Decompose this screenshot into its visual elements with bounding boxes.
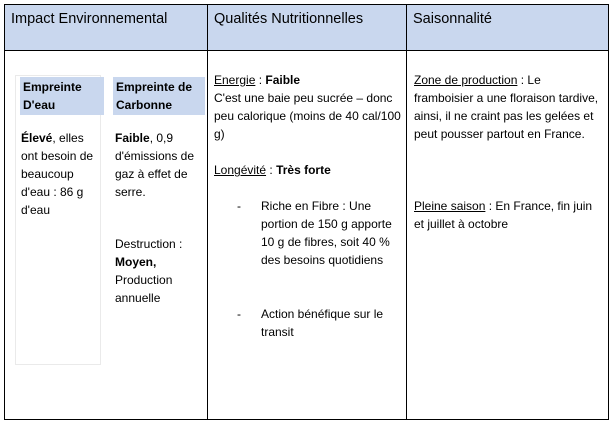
transit-bullet: Action bénéfique sur le transit	[261, 307, 384, 339]
destruction-block	[115, 235, 201, 307]
water-footprint-value: Élevé	[21, 131, 53, 145]
production-zone-text	[414, 71, 602, 143]
header-qualites-text: Qualités Nutritionnelles	[214, 11, 364, 27]
carbon-footprint-desc: , 0,9 d'émissions de gaz à effet de serre.	[115, 131, 194, 199]
energy-value: Faible	[265, 73, 301, 87]
column-divider-1	[207, 5, 208, 419]
water-footprint-cell	[15, 75, 101, 365]
longevity-line	[214, 161, 402, 179]
column-divider-2	[406, 5, 407, 419]
carbon-footprint-text	[115, 129, 201, 201]
longevity-value: Très forte	[276, 163, 331, 177]
carbon-footprint-label: Empreinte de Carbonne	[113, 77, 205, 115]
header-impact	[5, 5, 207, 51]
production-zone-desc: : Le framboisier a une floraison tardive, ainsi, il ne craint pas les gelées et peut pousser partout en France.	[414, 73, 599, 141]
bullet-dash-1: -	[237, 199, 241, 213]
carbon-footprint-value: Faible	[115, 131, 150, 145]
destruction-label: Destruction :	[115, 237, 183, 251]
peak-season-desc: : En France, fin juin et juillet à octobre	[414, 199, 593, 231]
energy-label: Energie	[214, 73, 256, 87]
longevity-sep: :	[266, 163, 277, 177]
water-footprint-label: Empreinte D'eau	[20, 77, 104, 115]
header-impact-text: Impact Environnemental	[11, 11, 168, 27]
destruction-desc: Production annuelle	[115, 273, 173, 305]
production-zone-label: Zone de production	[414, 73, 518, 87]
header-qualites	[208, 5, 406, 51]
info-table	[4, 4, 609, 420]
header-saison-text: Saisonnalité	[413, 11, 492, 27]
energy-desc: C'est une baie peu sucrée – donc peu calorique (moins de 40 cal/100 g)	[214, 91, 401, 141]
energy-line	[214, 71, 402, 89]
energy-block	[214, 71, 402, 143]
bullet-dash-2: -	[237, 307, 241, 321]
fibre-bullet: Riche en Fibre : Une portion de 150 g apporte 10 g de fibres, soit 40 % des besoins quotidiens	[261, 199, 392, 267]
peak-season-label: Pleine saison	[414, 199, 486, 213]
water-footprint-text	[21, 129, 99, 219]
longevity-label: Longévité	[214, 163, 267, 177]
energy-sep: :	[255, 73, 266, 87]
destruction-value: Moyen,	[115, 255, 157, 269]
header-saison	[407, 5, 608, 51]
water-footprint-desc: , elles ont besoin de beaucoup d'eau : 86 g d'eau	[21, 131, 94, 217]
peak-season-text	[414, 197, 602, 233]
